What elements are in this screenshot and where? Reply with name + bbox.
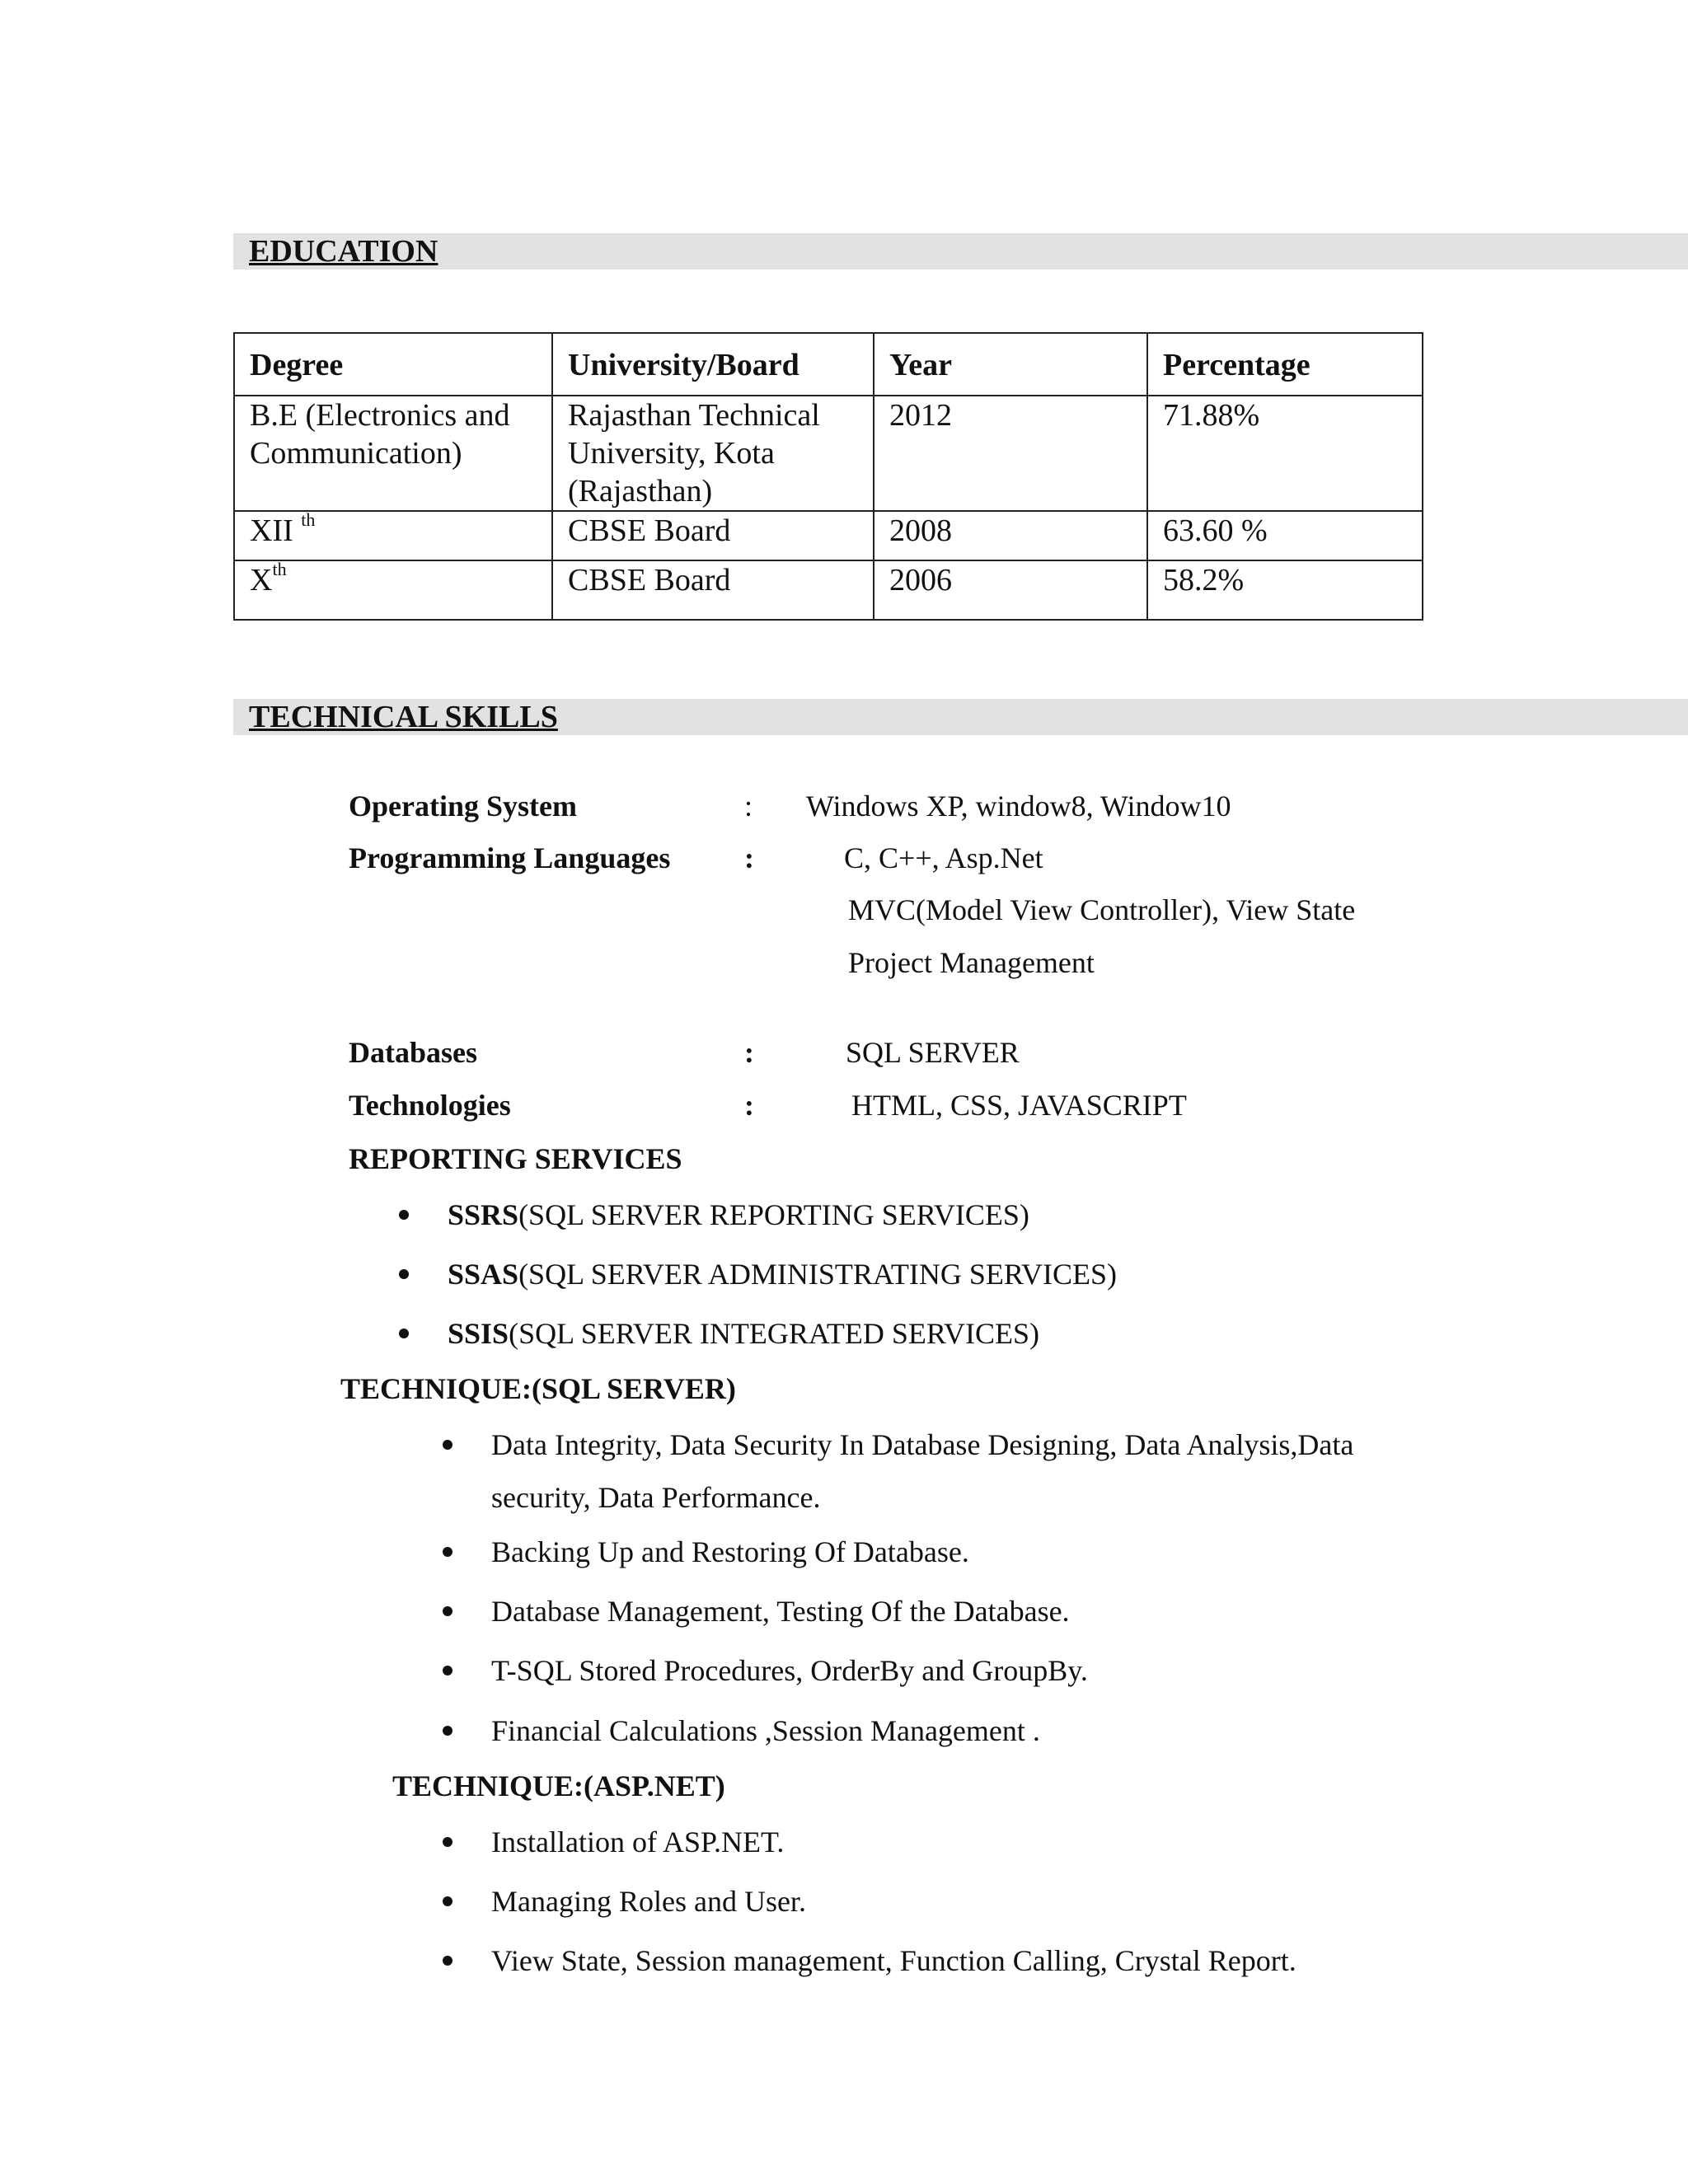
technologies-label: Technologies (349, 1089, 511, 1122)
bullet-icon (399, 1210, 409, 1220)
university-line: University, Kota (568, 436, 775, 471)
cell-degree (234, 511, 552, 560)
list-item-continuation: security, Data Performance. (491, 1481, 821, 1514)
programming-label: Programming Languages (349, 841, 671, 874)
list-item (448, 1256, 1117, 1292)
cell-percentage: 71.88% (1147, 396, 1423, 511)
os-value: Windows XP, window8, Window10 (806, 790, 1231, 823)
technologies-colon: : (744, 1089, 754, 1122)
bullet-icon (443, 1726, 452, 1736)
list-item: Backing Up and Restoring Of Database. (491, 1535, 969, 1568)
list-item: Data Integrity, Data Security In Database Designing, Data Analysis,Data (491, 1428, 1354, 1461)
os-colon: : (744, 790, 753, 823)
cell-degree (234, 560, 552, 620)
header-percentage: Percentage (1147, 333, 1423, 396)
degree-sup: th (272, 559, 287, 580)
cell-percentage: 58.2% (1147, 560, 1423, 620)
bullet-icon (443, 1440, 452, 1450)
header-year: Year (874, 333, 1147, 396)
degree-line: B.E (Electronics and (250, 398, 510, 433)
reporting-abbr: SSIS (448, 1317, 509, 1350)
cell-university: CBSE Board (552, 511, 874, 560)
table-row (234, 560, 1423, 620)
reporting-abbr: SSAS (448, 1258, 519, 1291)
list-item: Installation of ASP.NET. (491, 1825, 785, 1858)
header-university: University/Board (552, 333, 874, 396)
cell-percentage: 63.60 % (1147, 511, 1423, 560)
education-table (233, 332, 1423, 621)
bullet-icon (399, 1269, 409, 1279)
degree-sup: th (301, 509, 316, 531)
list-item: Financial Calculations ,Session Management . (491, 1714, 1040, 1747)
databases-value: SQL SERVER (846, 1036, 1020, 1069)
bullet-icon (443, 1666, 452, 1675)
cell-year: 2008 (874, 511, 1147, 560)
degree-line: Communication) (250, 436, 462, 471)
bullet-icon (443, 1606, 452, 1616)
reporting-desc: (SQL SERVER ADMINISTRATING SERVICES) (518, 1258, 1118, 1291)
databases-label: Databases (349, 1036, 478, 1069)
degree-base: XII (250, 513, 302, 548)
bullet-icon (443, 1547, 452, 1557)
programming-colon: : (744, 841, 754, 874)
education-band (233, 233, 1688, 269)
bullet-icon (443, 1837, 452, 1847)
databases-colon: : (744, 1036, 754, 1069)
cell-year: 2006 (874, 560, 1147, 620)
sql-technique-heading: TECHNIQUE:(SQL SERVER) (340, 1372, 736, 1405)
education-title: EDUCATION (249, 234, 438, 269)
programming-value: MVC(Model View Controller), View State (848, 893, 1356, 926)
technologies-value: HTML, CSS, JAVASCRIPT (851, 1089, 1187, 1122)
university-line: (Rajasthan) (568, 474, 713, 509)
asp-technique-heading: TECHNIQUE:(ASP.NET) (392, 1769, 725, 1802)
cell-year: 2012 (874, 396, 1147, 511)
header-degree: Degree (234, 333, 552, 396)
list-item: T-SQL Stored Procedures, OrderBy and GroupBy. (491, 1654, 1088, 1687)
bullet-icon (443, 1956, 452, 1966)
programming-value: C, C++, Asp.Net (844, 841, 1043, 874)
reporting-heading: REPORTING SERVICES (349, 1142, 682, 1175)
university-line: Rajasthan Technical (568, 398, 820, 433)
cell-degree (234, 396, 552, 511)
list-item: Managing Roles and User. (491, 1885, 806, 1918)
reporting-desc: (SQL SERVER INTEGRATED SERVICES) (509, 1317, 1039, 1350)
bullet-icon (443, 1896, 452, 1906)
programming-value: Project Management (848, 946, 1095, 979)
reporting-abbr: SSRS (448, 1198, 519, 1231)
list-item: View State, Session management, Function Calling, Crystal Report. (491, 1944, 1296, 1977)
list-item: Database Management, Testing Of the Database. (491, 1595, 1070, 1628)
cell-university (552, 396, 874, 511)
bullet-icon (399, 1329, 409, 1338)
table-row (234, 396, 1423, 511)
list-item (448, 1197, 1029, 1233)
list-item (448, 1315, 1039, 1352)
reporting-desc: (SQL SERVER REPORTING SERVICES) (518, 1198, 1029, 1231)
table-row (234, 511, 1423, 560)
cell-university: CBSE Board (552, 560, 874, 620)
table-header-row (234, 333, 1423, 396)
skills-title: TECHNICAL SKILLS (249, 700, 558, 734)
degree-base: X (250, 563, 273, 598)
os-label: Operating System (349, 790, 577, 823)
